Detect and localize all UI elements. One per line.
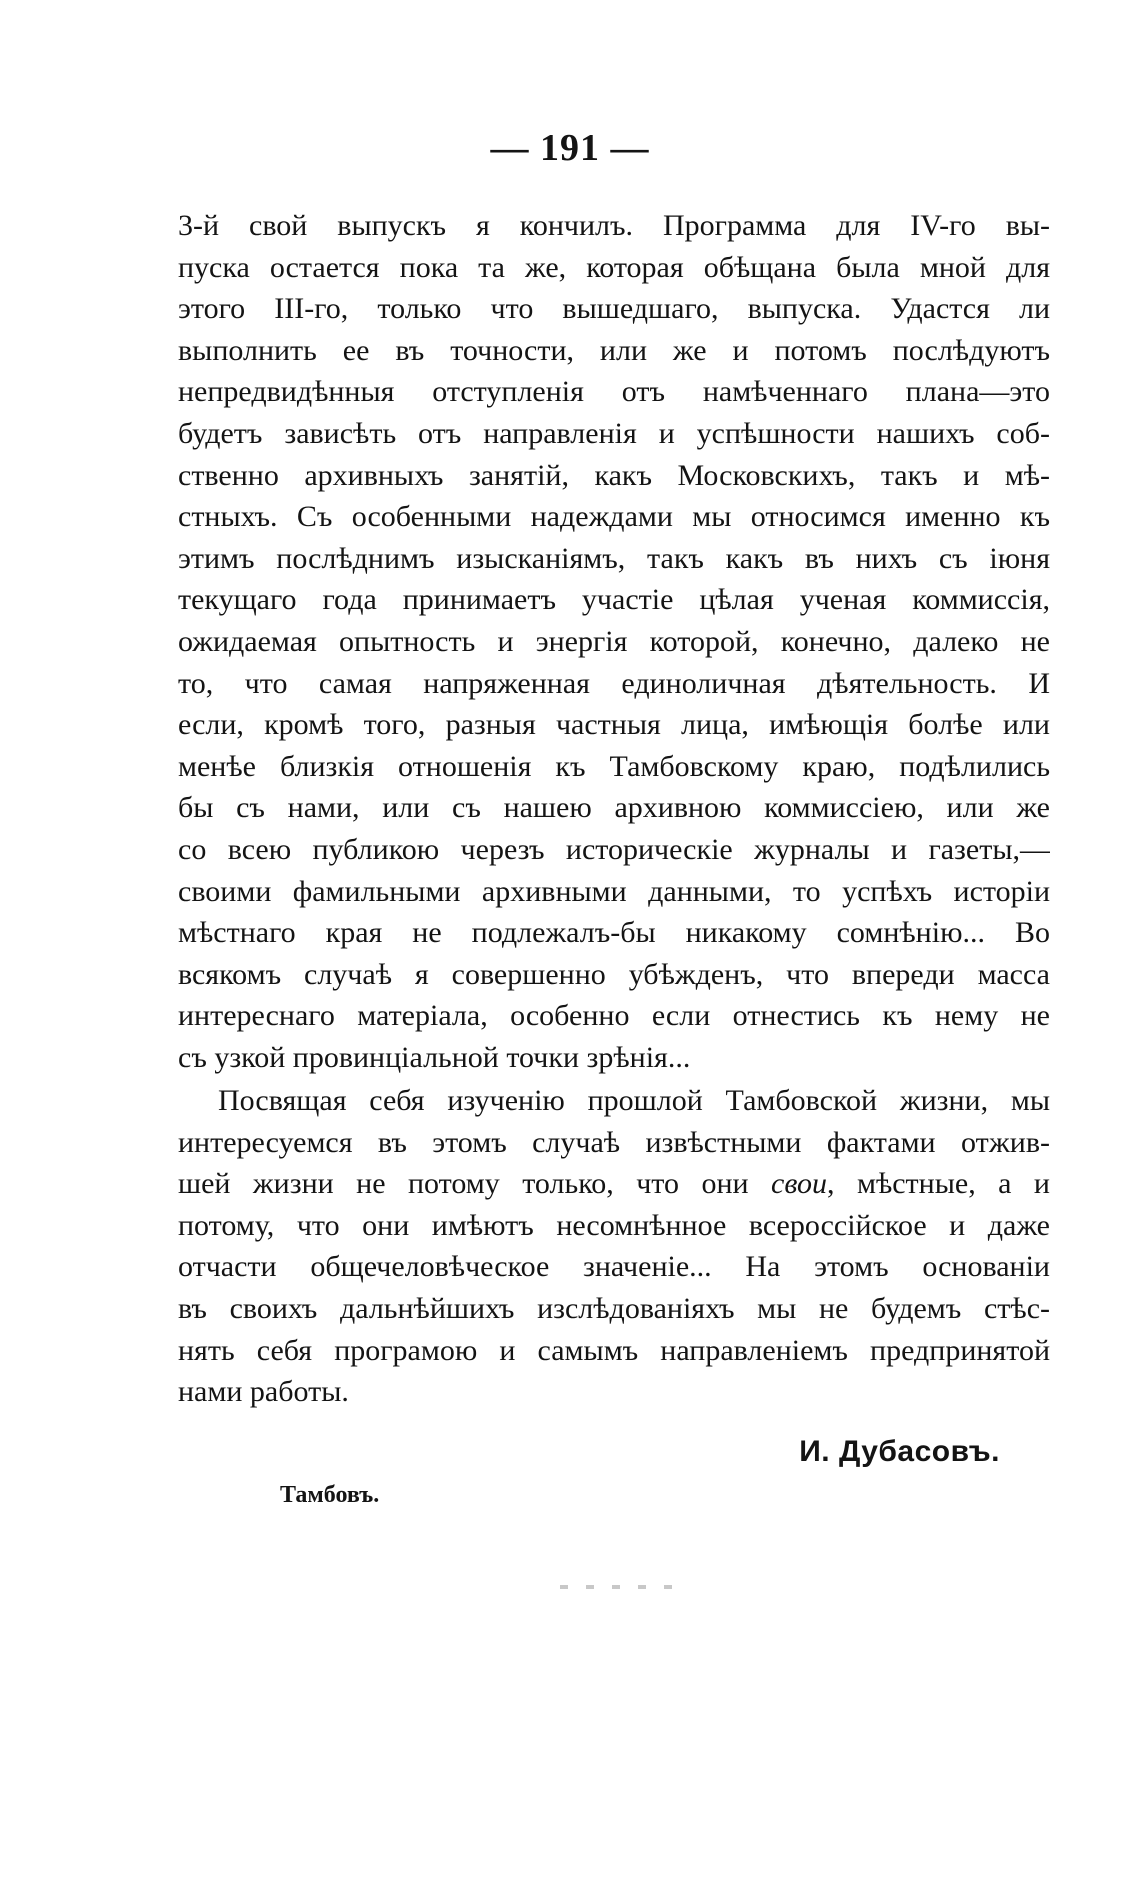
- end-of-text-mark: [560, 1585, 690, 1589]
- text-line: пуска остается пока та же, которая обѣщана была мной для: [178, 250, 1050, 284]
- text-line: съ узкой провинціальной точки зрѣнія...: [178, 1040, 691, 1074]
- text-line: будетъ зависѣть отъ направленія и успѣшности нашихъ соб-: [178, 416, 1050, 450]
- text-line: бы съ нами, или съ нашею архивною коммиссіею, или же: [178, 791, 1050, 825]
- author-signature: И. Дубасовъ.: [799, 1435, 1000, 1468]
- text-line: стныхъ. Съ особенными надеждами мы относимся именно къ: [178, 500, 1050, 534]
- text-line: со всею публикою черезъ историческіе журналы и газеты,—: [178, 832, 1050, 866]
- place-name: Тамбовъ.: [280, 1482, 380, 1508]
- text-line: то, что самая напряженная единоличная дѣятельность. И: [178, 666, 1050, 700]
- text-line: этимъ послѣднимъ изысканіямъ, такъ какъ въ нихъ съ іюня: [178, 541, 1050, 575]
- paragraph-2: [178, 1080, 1050, 1413]
- text-line-with-emphasis: [178, 1163, 1050, 1205]
- text-line: нять себя програмою и самымъ направленіемъ предпринятой: [178, 1333, 1050, 1367]
- text-line: ственно архивныхъ занятій, какъ Московскихъ, такъ и мѣ-: [178, 458, 1050, 492]
- text-line: если, кромѣ того, разныя частныя лица, имѣющія болѣе или: [178, 708, 1050, 742]
- text-line: ожидаемая опытность и энергія которой, конечно, далеко не: [178, 624, 1050, 658]
- text-line: мѣстнаго края не подлежалъ-бы никакому сомнѣнію... Во: [178, 916, 1050, 950]
- text-line: менѣе близкія отношенія къ Тамбовскому краю, подѣлились: [178, 749, 1050, 783]
- text-line: въ своихъ дальнѣйшихъ изслѣдованіяхъ мы не будемъ стѣс-: [178, 1291, 1050, 1325]
- text-line: всякомъ случаѣ я совершенно убѣжденъ, что впереди масса: [178, 957, 1050, 991]
- text-line: нами работы.: [178, 1375, 349, 1409]
- text-line: выполнить ее въ точности, или же и потомъ послѣдуютъ: [178, 333, 1050, 367]
- text-line: своими фамильными архивными данными, то успѣхъ исторіи: [178, 874, 1050, 908]
- text-line: интереснаго матеріала, особенно если отнестись къ нему не: [178, 999, 1050, 1033]
- text-line-start: шей жизни не потому только, что они: [178, 1167, 772, 1201]
- text-line-end: , мѣстные, а и: [827, 1167, 1050, 1201]
- text-line: текущаго года принимаетъ участіе цѣлая ученая коммиссія,: [178, 583, 1050, 617]
- text-line: интересуемся въ этомъ случаѣ извѣстными фактами отжив-: [178, 1125, 1050, 1159]
- text-line: непредвидѣнныя отступленія отъ намѣченнаго плана—это: [178, 375, 1050, 409]
- italic-word: свои: [771, 1167, 827, 1201]
- text-line: потому, что они имѣютъ несомнѣнное всероссійское и даже: [178, 1208, 1050, 1242]
- paragraph-1: [178, 205, 1050, 1078]
- text-line: Посвящая себя изученію прошлой Тамбовской жизни, мы: [218, 1084, 1050, 1117]
- text-line: отчасти общечеловѣческое значеніе... На этомъ основаніи: [178, 1250, 1050, 1284]
- text-line: 3-й свой выпускъ я кончилъ. Программа для IV-го вы-: [178, 209, 1050, 242]
- page-number: — 191 —: [490, 127, 650, 169]
- text-line: этого III-го, только что вышедшаго, выпуска. Удастся ли: [178, 292, 1050, 326]
